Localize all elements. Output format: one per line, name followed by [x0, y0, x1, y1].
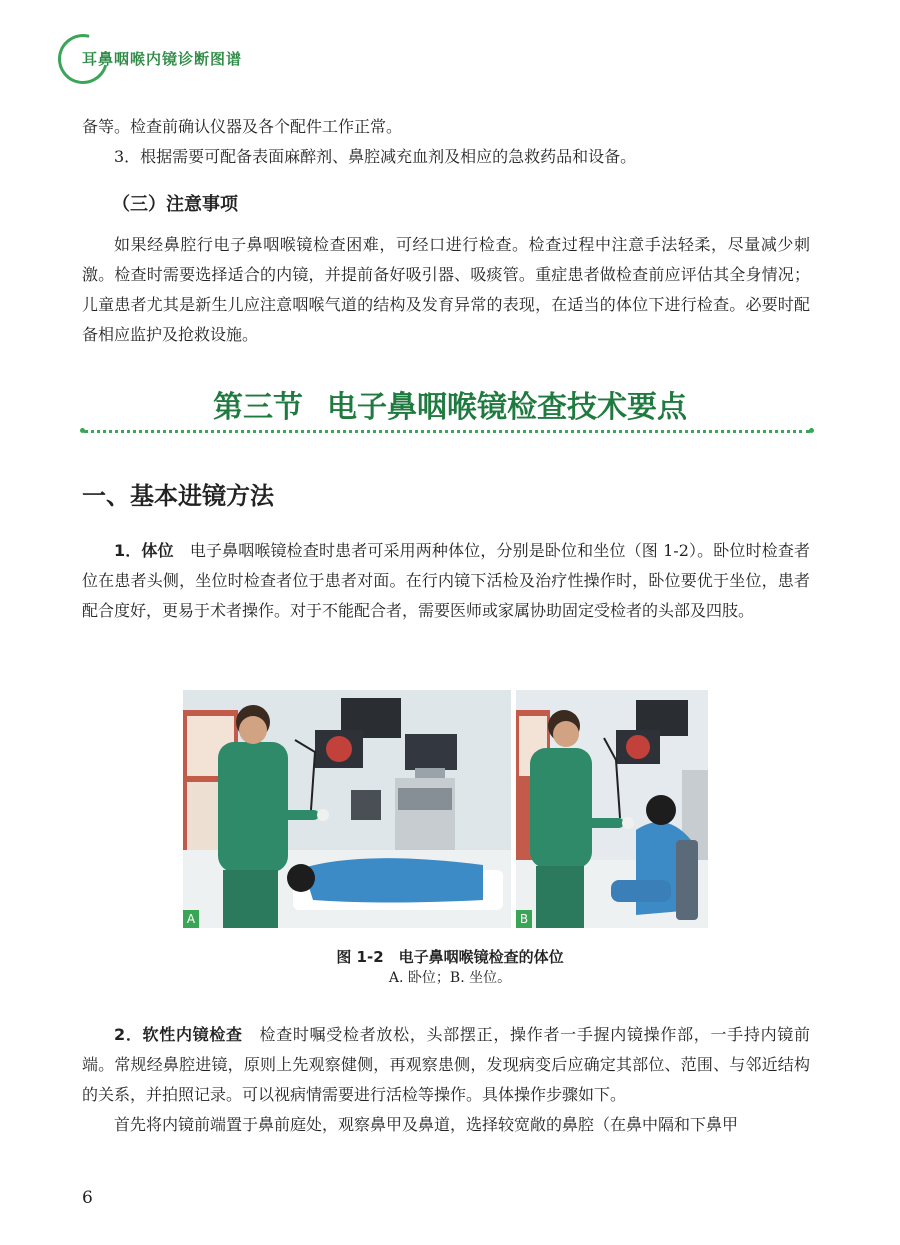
item-lead-position: 1．体位: [114, 541, 174, 560]
photo-supine-position: [183, 690, 511, 928]
section-number: 第三节: [213, 390, 303, 425]
paragraph-procedure-start: 首先将内镜前端置于鼻前庭处，观察鼻甲及鼻道，选择较宽敞的鼻腔（在鼻中隔和下鼻甲: [114, 1115, 739, 1134]
item-text-flexible: 检查时嘱受检者放松，头部摆正，操作者一手握内镜操作部，一手持内镜前端。常规经鼻腔进镜，原则上先观察健侧，再观察患侧，发现病变后应确定其部位、范围、与邻近结构的关系，并拍照记录。可以视病情需要进行活检等操作。具体操作步骤如下。: [82, 1025, 810, 1104]
running-header-title: 耳鼻咽喉内镜诊断图谱: [82, 50, 243, 68]
figure-subcaption: A. 卧位；B. 坐位。: [388, 970, 512, 986]
section-heading: [0, 382, 900, 426]
item-text-position: 电子鼻咽喉镜检查时患者可采用两种体位，分别是卧位和坐位（图 1-2）。卧位时检查者位在患者头侧，坐位时检查者位于患者对面。在行内镜下活检及治疗性操作时，卧位要优于坐位，患者配合度好，更易于术者操作。对于不能配合者，需要医师或家属协助固定受检者的头部及四肢。: [82, 541, 810, 620]
photo-sitting-illustration: [516, 690, 708, 928]
item-lead-flexible: 2．软性内镜检查: [114, 1025, 243, 1044]
paragraph-position: [82, 536, 810, 626]
paragraph-item-3: 3．根据需要可配备表面麻醉剂、鼻腔减充血剂及相应的急救药品和设备。: [114, 147, 637, 166]
section-divider: [84, 430, 810, 437]
section-title-text: 电子鼻咽喉镜检查技术要点: [327, 390, 687, 425]
figure-label-a: A: [183, 910, 199, 928]
photo-sitting-position: [516, 690, 708, 928]
subsection-heading: 一、基本进镜方法: [82, 482, 274, 510]
paragraph-notes: 如果经鼻腔行电子鼻咽喉镜检查困难，可经口进行检查。检查过程中注意手法轻柔，尽量减少刺激。检查时需要选择适合的内镜，并提前备好吸引器、吸痰管。重症患者做检查前应评估其全身情况；儿童患者尤其是新生儿应注意咽喉气道的结构及发育异常的表现，在适当的体位下进行检查。必要时配备相应监护及抢救设施。: [82, 235, 810, 344]
paragraph-continued: 备等。检查前确认仪器及各个配件工作正常。: [82, 117, 403, 136]
figure-label-b: B: [516, 910, 532, 928]
photo-supine-illustration: [183, 690, 511, 928]
paragraph-flexible-endoscopy: [82, 1020, 810, 1110]
running-header: [0, 0, 900, 90]
figure-caption: 图 1-2 电子鼻咽喉镜检查的体位: [336, 948, 564, 966]
subheading-notes: （三）注意事项: [112, 194, 238, 215]
page-number: 6: [82, 1188, 93, 1208]
